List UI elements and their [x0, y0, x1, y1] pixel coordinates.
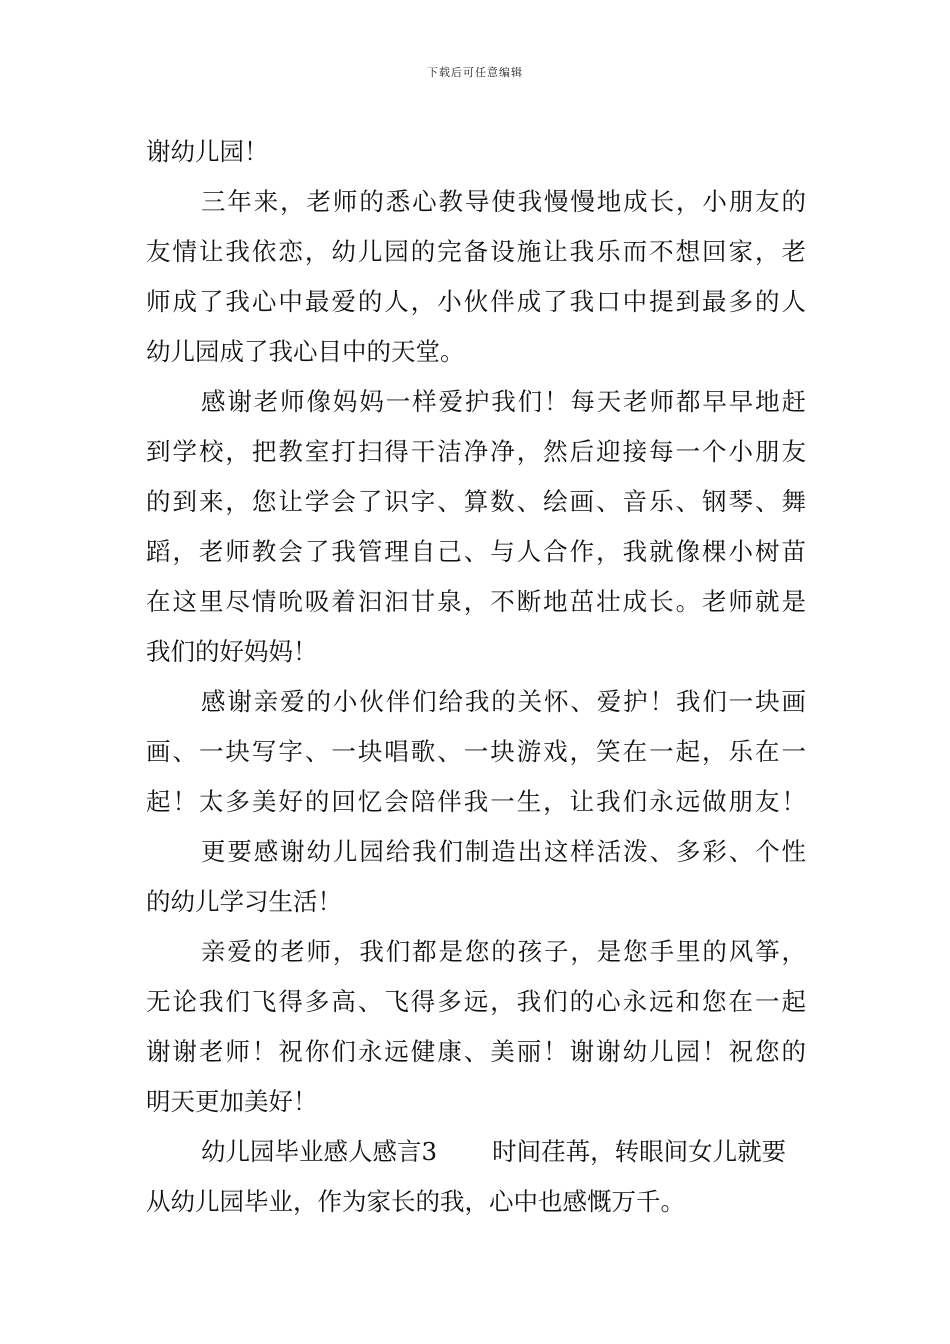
text-line: 谢幼儿园！	[146, 137, 269, 166]
text-line: 明天更加美好！	[146, 1087, 318, 1116]
text-line: 起！太多美好的回忆会陪伴我一生，让我们永远做朋友！	[146, 787, 806, 816]
text-line: 的幼儿学习生活！	[146, 887, 342, 916]
text-line: 从幼儿园毕业，作为家长的我，心中也感慨万千。	[146, 1187, 685, 1216]
text-line: 无论我们飞得多高、飞得多远，我们的心永远和您在一起	[146, 987, 806, 1016]
text-line: 亲爱的老师，我们都是您的孩子，是您手里的风筝，	[201, 937, 806, 966]
text-line: 师成了我心中最爱的人，小伙伴成了我口中提到最多的人	[146, 287, 806, 316]
text-line: 谢谢老师！祝你们永远健康、美丽！谢谢幼儿园！祝您的	[146, 1037, 806, 1066]
section-text: 时间荏苒，转眼间女儿就要	[492, 1137, 787, 1166]
page-header: 下载后可任意编辑	[427, 66, 523, 79]
text-line: 友情让我依恋，幼儿园的完备设施让我乐而不想回家，老	[146, 237, 806, 266]
text-line: 到学校，把教室打扫得干洁净净，然后迎接每一个小朋友	[146, 437, 806, 466]
text-line: 画、一块写字、一块唱歌、一块游戏，笑在一起，乐在一	[146, 737, 806, 766]
text-line: 更要感谢幼儿园给我们制造出这样活泼、多彩、个性	[201, 837, 806, 866]
text-line: 我们的好妈妈！	[146, 637, 318, 666]
text-line: 感谢老师像妈妈一样爱护我们！每天老师都早早地赶	[201, 387, 806, 416]
text-line-with-heading	[146, 1127, 806, 1177]
text-line: 三年来，老师的悉心教导使我慢慢地成长，小朋友的	[201, 187, 806, 216]
text-line: 感谢亲爱的小伙伴们给我的关怀、爱护！我们一块画	[201, 687, 806, 716]
text-line: 在这里尽情吮吸着汩汩甘泉，不断地茁壮成长。老师就是	[146, 587, 806, 616]
text-line: 蹈，老师教会了我管理自己、与人合作，我就像棵小树苗	[146, 537, 806, 566]
text-line: 幼儿园成了我心目中的天堂。	[146, 337, 465, 366]
text-line: 的到来，您让学会了识字、算数、绘画、音乐、钢琴、舞	[146, 487, 806, 516]
section-heading: 幼儿园毕业感人感言3	[201, 1137, 438, 1166]
document-body	[146, 127, 806, 1227]
